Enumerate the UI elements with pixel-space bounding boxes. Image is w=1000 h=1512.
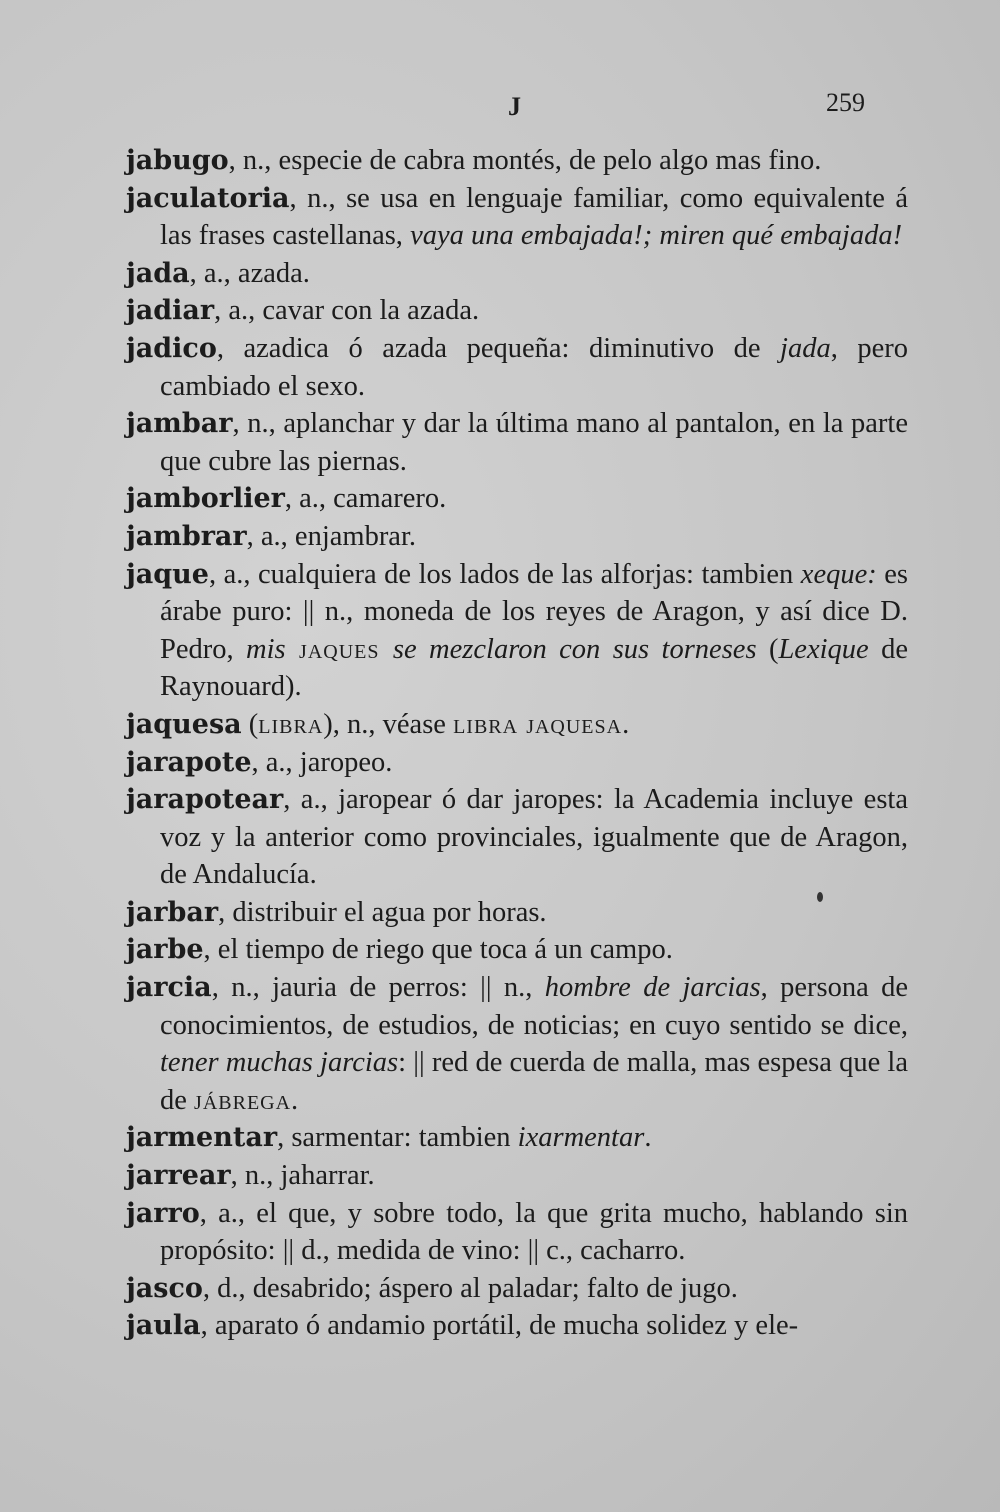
entry-text-segment: libra jaquesa [453,708,623,740]
entry-text-segment: , n., especie de cabra montés, de pelo algo mas fino. [228,145,822,176]
entry-text-segment: , el tiempo de riego que toca á un campo. [203,934,673,966]
entry-text-segment: jábrega [194,1084,292,1116]
dictionary-entry [126,255,908,293]
dictionary-entry [126,292,908,330]
entry-text-segment: , aparato ó andamio portátil, de mucha solidez y ele- [200,1310,799,1342]
running-head: J [508,92,521,121]
entry-text-segment: , a., camarero. [284,483,447,515]
dictionary-entry [126,744,908,782]
entry-headword: jamborlier [126,483,285,515]
entry-text-segment: de Raynouard). [160,633,908,703]
dictionary-entry [126,1270,908,1308]
entry-text-segment: , a., cavar con la azada. [214,295,480,327]
entry-text-segment: , a., jaropeo. [251,746,393,778]
dictionary-entry [126,1195,908,1270]
entry-headword: jarapotear [126,784,284,816]
entry-text-segment: , a., el que, y sobre todo, la que grita mucho, hablando sin propósito: || d., medida de vino: || c., cacharro. [160,1197,908,1267]
entry-text-segment: vaya una embajada!; miren qué embajada! [410,220,903,252]
dictionary-entry [126,894,908,932]
dictionary-entry [126,556,908,706]
entry-text-segment: xeque: [800,558,877,590]
entry-headword: jarrear [126,1160,231,1192]
dictionary-entry [126,781,908,894]
entry-text-segment: jaques [285,633,393,665]
dictionary-entry [126,480,908,518]
entry-text-segment: hombre de jarcias [544,972,761,1004]
entry-text-segment: , sarmentar: tambien [277,1122,518,1154]
entry-text-segment: ( [756,633,779,665]
entry-text-segment: . [291,1084,299,1116]
entry-headword: jarbar [126,896,219,928]
entry-text-segment: , d., desabrido; áspero al paladar; falto de jugo. [202,1272,738,1304]
entry-text-segment: mis [246,633,286,665]
entry-text-segment: libra [258,708,324,740]
page-number: 259 [826,88,865,117]
entry-text-segment: . [644,1122,652,1154]
entry-text-segment: , a., cualquiera de los lados de las alforjas: tambien [208,558,801,590]
entry-text-segment: , a., jaropear ó dar jaropes: la Academia incluye esta voz y la anterior como provinciales, igualmente que de Aragon, de Andalucía. [160,784,908,891]
dictionary-entry [126,405,908,480]
entry-text-segment: ixarmentar [517,1122,645,1154]
entry-text-segment: jada [780,332,831,364]
entry-text-segment: , pero cambiado el sexo. [160,332,909,402]
entry-text-segment: , a., azada. [189,257,310,289]
entry-headword: jadiar [126,295,215,327]
dictionary-entry [126,1119,908,1157]
entry-headword: jada [126,257,190,289]
entry-text-segment: es árabe puro: || n., moneda de los reyes de Aragon, y así dice D. Pedro, [160,558,908,665]
dictionary-entry [126,180,908,255]
entry-text-segment: , persona de conocimientos, de estudios, de noticias; en cuyo sentido se dice, [160,972,909,1041]
entry-headword: jarcia [126,972,212,1004]
entry-headword: jaula [126,1310,201,1342]
entry-text-segment: : || red de cuerda de malla, mas espesa que la de [160,1047,908,1116]
entry-text-segment: ), n., véase [323,708,454,740]
dictionary-entry [126,142,908,180]
entry-headword: jaculatoria [126,182,290,214]
entry-text-segment: , azadica ó azada pequeña: diminutivo de [216,332,781,364]
entry-text-segment: se mezclaron con sus torneses [392,633,757,665]
entry-text-segment: , distribuir el agua por horas. [218,896,547,928]
dictionary-entry [126,1157,908,1195]
dictionary-entry [126,931,908,969]
dictionary-entry [126,518,908,556]
dictionary-entry [126,969,908,1119]
dictionary-entry [126,1307,908,1345]
entry-headword: jarro [126,1197,200,1229]
entry-text-segment: , a., enjambrar. [246,520,417,552]
entry-list [126,142,908,1345]
entry-headword: jarbe [126,934,204,966]
ink-speck [817,892,823,902]
entry-text-segment: Lexique [778,633,869,665]
entry-headword: jarmentar [126,1122,278,1154]
entry-text-segment: . [622,708,630,740]
entry-text-segment: , n., aplanchar y dar la última mano al pantalon, en la parte que cubre las piernas. [160,408,908,477]
entry-headword: jadico [126,332,217,364]
entry-text-segment: , n., jaharrar. [230,1160,375,1192]
entry-headword: jaque [126,558,209,590]
entry-text-segment: tener muchas jarcias [160,1047,399,1079]
entry-text-segment: , n., se usa en lenguaje familiar, como equivalente á las frases castellanas, [160,182,908,252]
entry-headword: jasco [126,1272,203,1304]
entry-headword: jambrar [126,520,247,552]
entry-headword: jaquesa [126,708,242,740]
entry-headword: jarapote [126,746,252,778]
entry-headword: jabugo [126,145,229,176]
entry-text-segment: , n., jauria de perros: || n., [211,972,545,1004]
dictionary-entry [126,706,908,744]
dictionary-entry [126,330,908,405]
entry-headword: jambar [126,408,233,440]
entry-text-segment: ( [241,708,259,740]
